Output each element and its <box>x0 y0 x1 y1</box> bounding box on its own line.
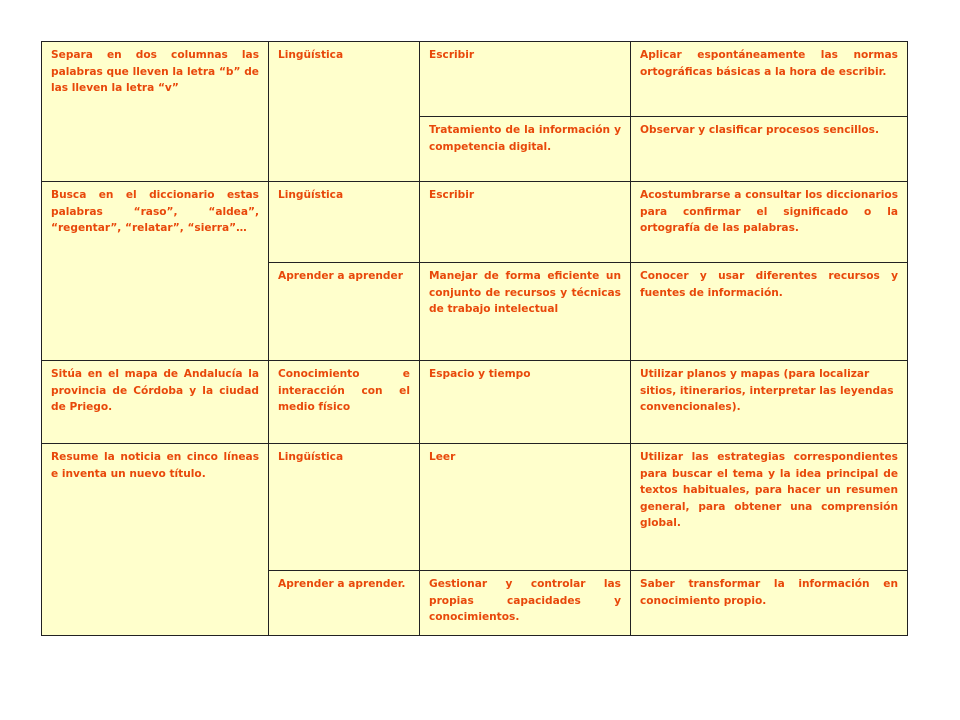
activity-cell: Busca en el diccionario estas palabras “raso”, “aldea”, “regentar”, “relatar”, “sierra”… <box>42 182 269 361</box>
dimension-cell: Tratamiento de la información y competencia digital. <box>420 117 631 182</box>
activity-cell: Resume la noticia en cinco líneas e inventa un nuevo título. <box>42 444 269 636</box>
objective-cell: Utilizar las estrategias correspondientes para buscar el tema y la idea principal de textos habituales, para hacer un resumen general, para obtener una comprensión global. <box>631 444 908 571</box>
objective-cell: Utilizar planos y mapas (para localizar sitios, itinerarios, interpretar las leyendas convencionales). <box>631 361 908 444</box>
competence-cell: Conocimiento e interacción con el medio físico <box>269 361 420 444</box>
competence-cell: Lingüística <box>269 444 420 571</box>
objective-cell: Observar y clasificar procesos sencillos. <box>631 117 908 182</box>
objective-cell: Conocer y usar diferentes recursos y fuentes de información. <box>631 263 908 361</box>
table-row <box>42 182 908 263</box>
competencies-table <box>41 41 908 636</box>
table-row <box>42 444 908 571</box>
competence-cell: Lingüística <box>269 42 420 182</box>
dimension-cell: Gestionar y controlar las propias capacidades y conocimientos. <box>420 571 631 636</box>
activity-cell: Sitúa en el mapa de Andalucía la provincia de Córdoba y la ciudad de Priego. <box>42 361 269 444</box>
table-row <box>42 42 908 117</box>
competencies-table-container <box>41 41 907 636</box>
activity-cell: Separa en dos columnas las palabras que lleven la letra “b” de las lleven la letra “v” <box>42 42 269 182</box>
objective-cell: Acostumbrarse a consultar los diccionarios para confirmar el significado o la ortografía de las palabras. <box>631 182 908 263</box>
dimension-cell: Escribir <box>420 182 631 263</box>
dimension-cell: Escribir <box>420 42 631 117</box>
objective-cell: Aplicar espontáneamente las normas ortográficas básicas a la hora de escribir. <box>631 42 908 117</box>
dimension-cell: Espacio y tiempo <box>420 361 631 444</box>
objective-cell: Saber transformar la información en conocimiento propio. <box>631 571 908 636</box>
competence-cell: Aprender a aprender. <box>269 571 420 636</box>
table-row <box>42 361 908 444</box>
competence-cell: Aprender a aprender <box>269 263 420 361</box>
dimension-cell: Leer <box>420 444 631 571</box>
competence-cell: Lingüística <box>269 182 420 263</box>
dimension-cell: Manejar de forma eficiente un conjunto de recursos y técnicas de trabajo intelectual <box>420 263 631 361</box>
